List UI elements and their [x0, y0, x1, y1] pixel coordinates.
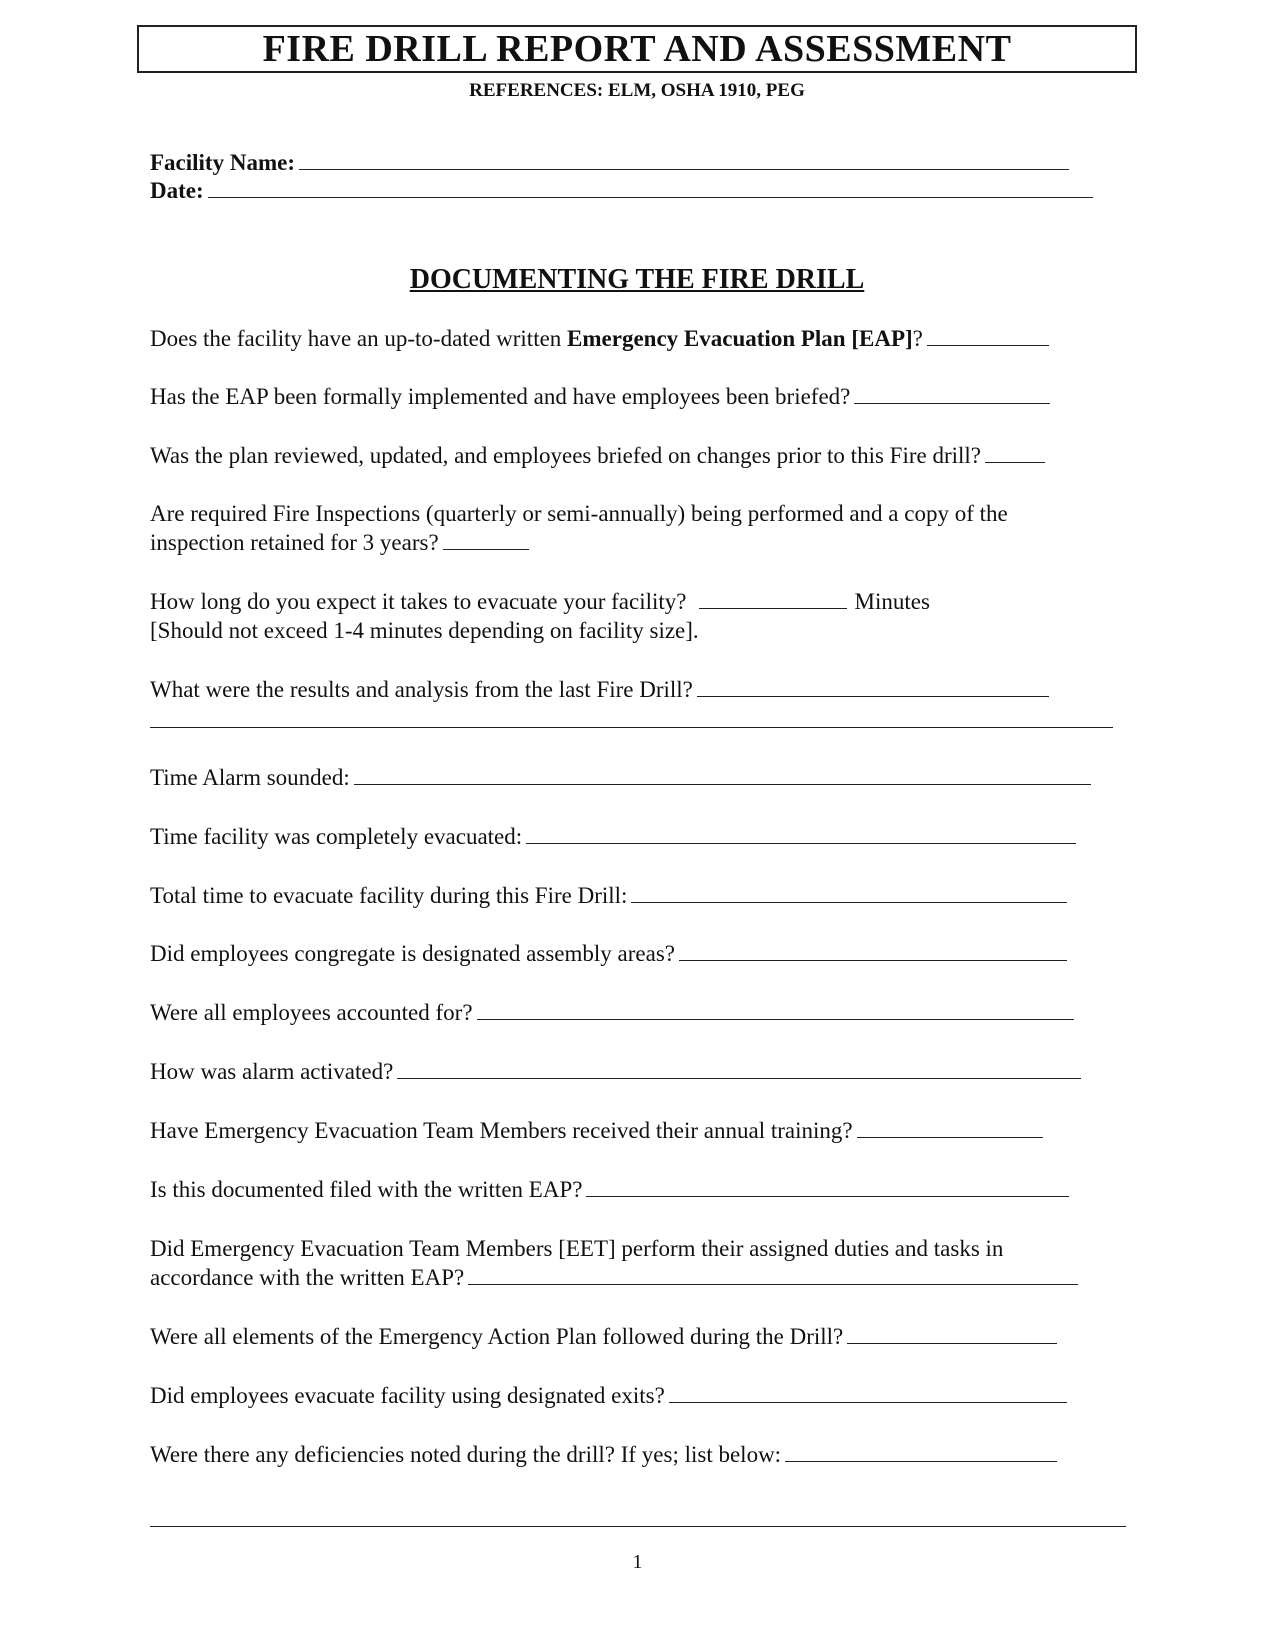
question-text: Were all elements of the Emergency Action Plan followed during the Drill?: [150, 1324, 844, 1349]
evacuation-note: [150, 617, 699, 645]
question-time-evacuated: [150, 823, 1076, 851]
question-plan-reviewed: [150, 442, 1045, 470]
answer-field[interactable]: [985, 461, 1045, 463]
note-text: [Should not exceed 1-4 minutes depending on facility size].: [150, 618, 699, 643]
date-row: [150, 177, 1093, 205]
answer-field[interactable]: [697, 695, 1049, 697]
question-eap-exists: [150, 325, 1049, 353]
answer-field[interactable]: [854, 402, 1050, 404]
question-text: Did employees evacuate facility using designated exits?: [150, 1383, 665, 1408]
question-last-drill-results: [150, 676, 1049, 704]
deficiencies-list-line[interactable]: [150, 1526, 1126, 1527]
title-box: [137, 25, 1137, 73]
question-text: How was alarm activated?: [150, 1059, 394, 1084]
answer-field[interactable]: [847, 1342, 1057, 1344]
answer-field[interactable]: [468, 1283, 1078, 1285]
question-eap-implemented: [150, 383, 1050, 411]
question-text: Time Alarm sounded:: [150, 765, 350, 790]
answer-field[interactable]: [354, 783, 1091, 785]
question-text: Are required Fire Inspections (quarterly or semi-annually) being performed and a copy of the: [150, 501, 1008, 526]
answer-field[interactable]: [785, 1460, 1057, 1462]
question-text: accordance with the written EAP?: [150, 1265, 465, 1290]
question-text-bold: Emergency Evacuation Plan [EAP]: [567, 326, 913, 351]
question-eet-duties: [150, 1235, 1003, 1263]
question-text: Has the EAP been formally implemented and have employees been briefed?: [150, 384, 851, 409]
facility-name-field[interactable]: [299, 168, 1069, 170]
facility-name-label: Facility Name:: [150, 150, 295, 175]
question-text: Was the plan reviewed, updated, and employees briefed on changes prior to this Fire drill?: [150, 443, 981, 468]
document-title: FIRE DRILL REPORT AND ASSESSMENT: [262, 28, 1012, 70]
question-fire-inspections: [150, 500, 1008, 528]
date-label: Date:: [150, 178, 204, 203]
question-text: Have Emergency Evacuation Team Members received their annual training?: [150, 1118, 853, 1143]
question-assembly-areas: [150, 940, 1067, 968]
question-text: Time facility was completely evacuated:: [150, 824, 523, 849]
question-text: Did employees congregate is designated assembly areas?: [150, 941, 675, 966]
question-text: Does the facility have an up-to-dated written: [150, 326, 568, 351]
question-text: What were the results and analysis from the last Fire Drill?: [150, 677, 693, 702]
question-text: Did Emergency Evacuation Team Members [EET] perform their assigned duties and tasks in: [150, 1236, 1004, 1261]
answer-field[interactable]: [586, 1195, 1069, 1197]
question-employees-accounted: [150, 999, 1074, 1027]
minutes-field[interactable]: [699, 607, 847, 609]
question-text: How long do you expect it takes to evacuate your facility?: [150, 589, 687, 614]
answer-line-continuation[interactable]: [150, 727, 1113, 728]
question-fire-inspections-cont: [150, 529, 529, 557]
question-plan-followed: [150, 1323, 1057, 1351]
question-text: ?: [912, 326, 923, 351]
question-documented-filed: [150, 1176, 1069, 1204]
question-text: Were all employees accounted for?: [150, 1000, 473, 1025]
page-number: 1: [632, 1551, 643, 1573]
question-designated-exits: [150, 1382, 1067, 1410]
section-title: DOCUMENTING THE FIRE DRILL: [409, 264, 865, 295]
question-evacuation-estimate: [150, 588, 930, 616]
answer-field[interactable]: [443, 548, 529, 550]
references-line: REFERENCES: ELM, OSHA 1910, PEG: [469, 80, 805, 101]
question-text: Total time to evacuate facility during this Fire Drill:: [150, 883, 628, 908]
question-text: Were there any deficiencies noted during the drill? If yes; list below:: [150, 1442, 782, 1467]
answer-field[interactable]: [857, 1136, 1043, 1138]
question-deficiencies: [150, 1441, 1057, 1469]
facility-name-row: [150, 149, 1069, 177]
date-field[interactable]: [208, 196, 1093, 198]
question-text: inspection retained for 3 years?: [150, 530, 439, 555]
question-eet-duties-cont: [150, 1264, 1078, 1292]
answer-field[interactable]: [927, 344, 1049, 346]
question-alarm-activated: [150, 1058, 1081, 1086]
question-total-time: [150, 882, 1067, 910]
answer-field[interactable]: [526, 842, 1076, 844]
answer-field[interactable]: [631, 901, 1067, 903]
question-team-training: [150, 1117, 1043, 1145]
minutes-unit: Minutes: [854, 589, 930, 614]
answer-field[interactable]: [669, 1401, 1067, 1403]
answer-field[interactable]: [397, 1077, 1081, 1079]
answer-field[interactable]: [679, 959, 1067, 961]
question-time-alarm: [150, 764, 1091, 792]
question-text: Is this documented filed with the written EAP?: [150, 1177, 583, 1202]
answer-field[interactable]: [477, 1018, 1074, 1020]
